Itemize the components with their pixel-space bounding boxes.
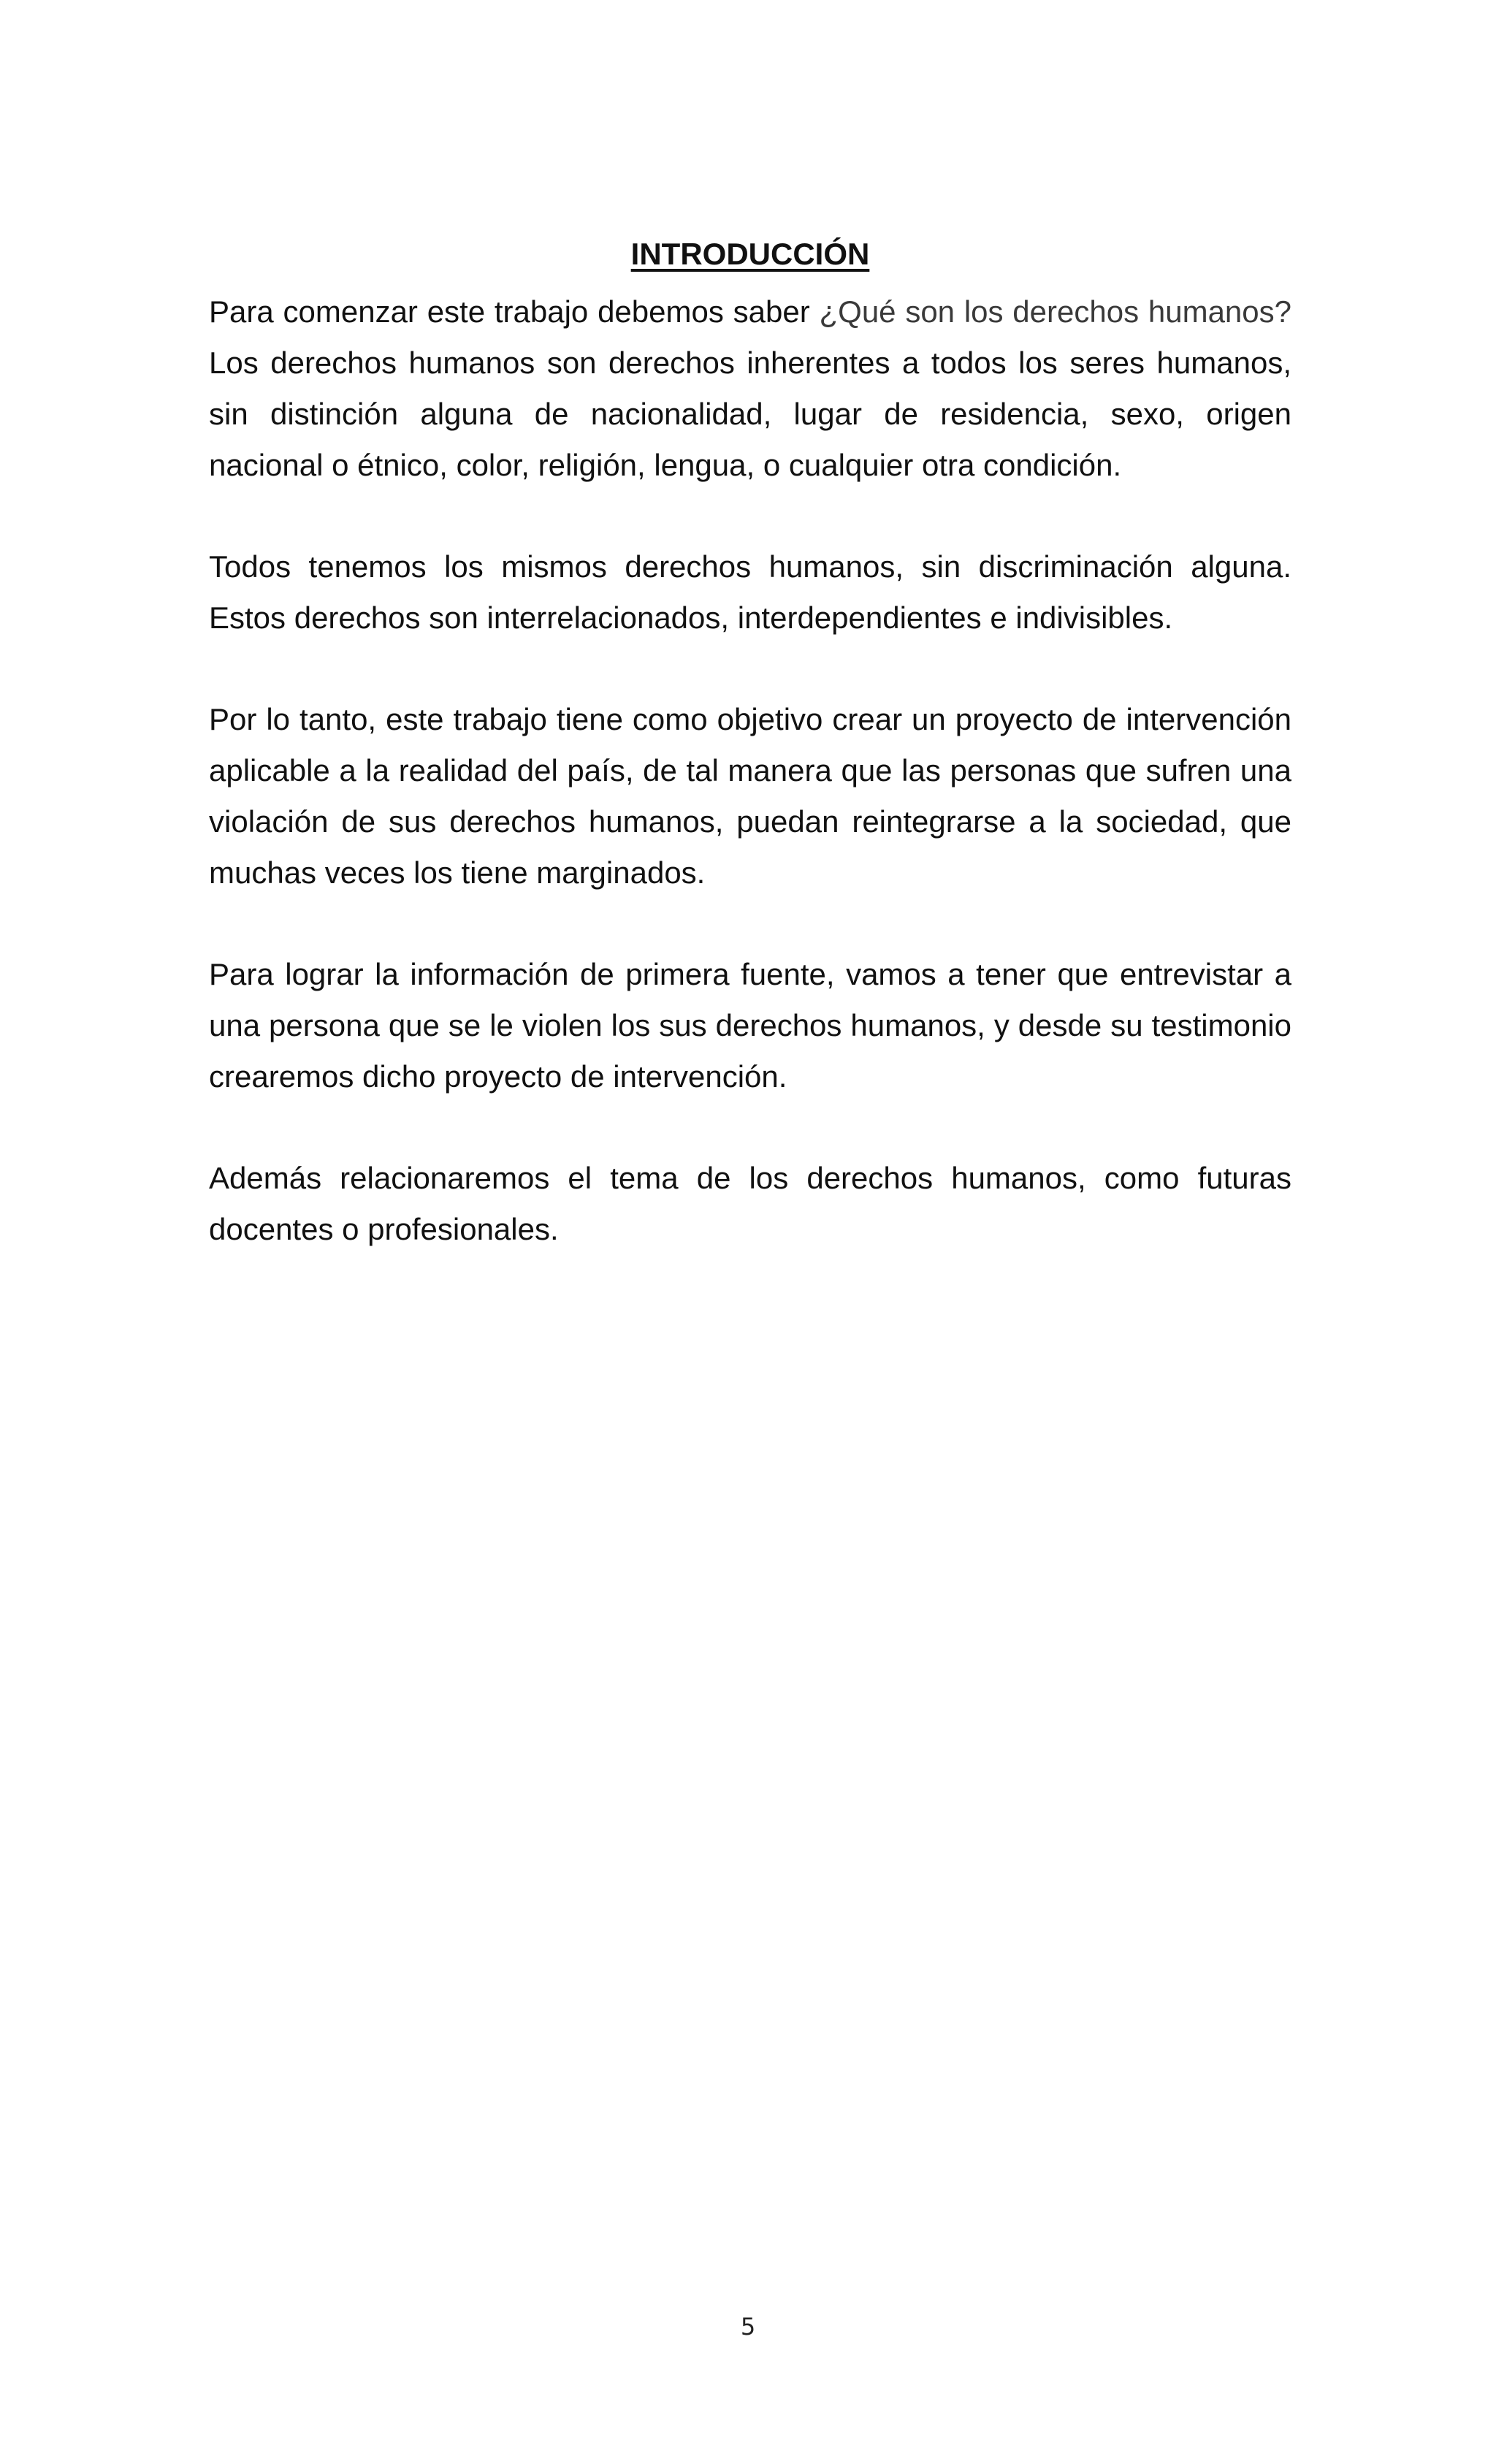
paragraph: Por lo tanto, este trabajo tiene como objetivo crear un proyecto de intervención aplicable a la realidad del país, de tal manera que las personas que sufren una violación de sus derechos humanos, puedan reintegrarse a la sociedad, que muchas veces los tiene marginados. — [209, 702, 1291, 890]
paragraph: Todos tenemos los mismos derechos humanos, sin discriminación alguna. Estos derechos son interrelacionados, interdependientes e indivisibles. — [209, 549, 1291, 635]
page-title: INTRODUCCIÓN — [630, 237, 870, 271]
paragraph-intro-lead: Para comenzar este trabajo debemos saber — [209, 294, 810, 329]
paragraph: Además relacionaremos el tema de los derechos humanos, como futuras docentes o profesionales. — [209, 1161, 1291, 1246]
paragraph-intro-rest: Los derechos humanos son derechos inherentes a todos los seres humanos, sin distinción alguna de nacionalidad, lugar de residencia, sexo, origen nacional o étnico, color, religión, lengua, o cualquier otra condición. — [209, 346, 1291, 482]
page-number: 5 — [740, 2313, 756, 2341]
paragraph-intro — [209, 286, 1291, 491]
paragraph: Para lograr la información de primera fuente, vamos a tener que entrevistar a una persona que se le violen los sus derechos humanos, y desde su testimonio crearemos dicho proyecto de intervención. — [209, 957, 1291, 1094]
document-body — [209, 232, 1291, 1305]
paragraph-intro-question: ¿Qué son los derechos humanos? — [819, 294, 1292, 329]
